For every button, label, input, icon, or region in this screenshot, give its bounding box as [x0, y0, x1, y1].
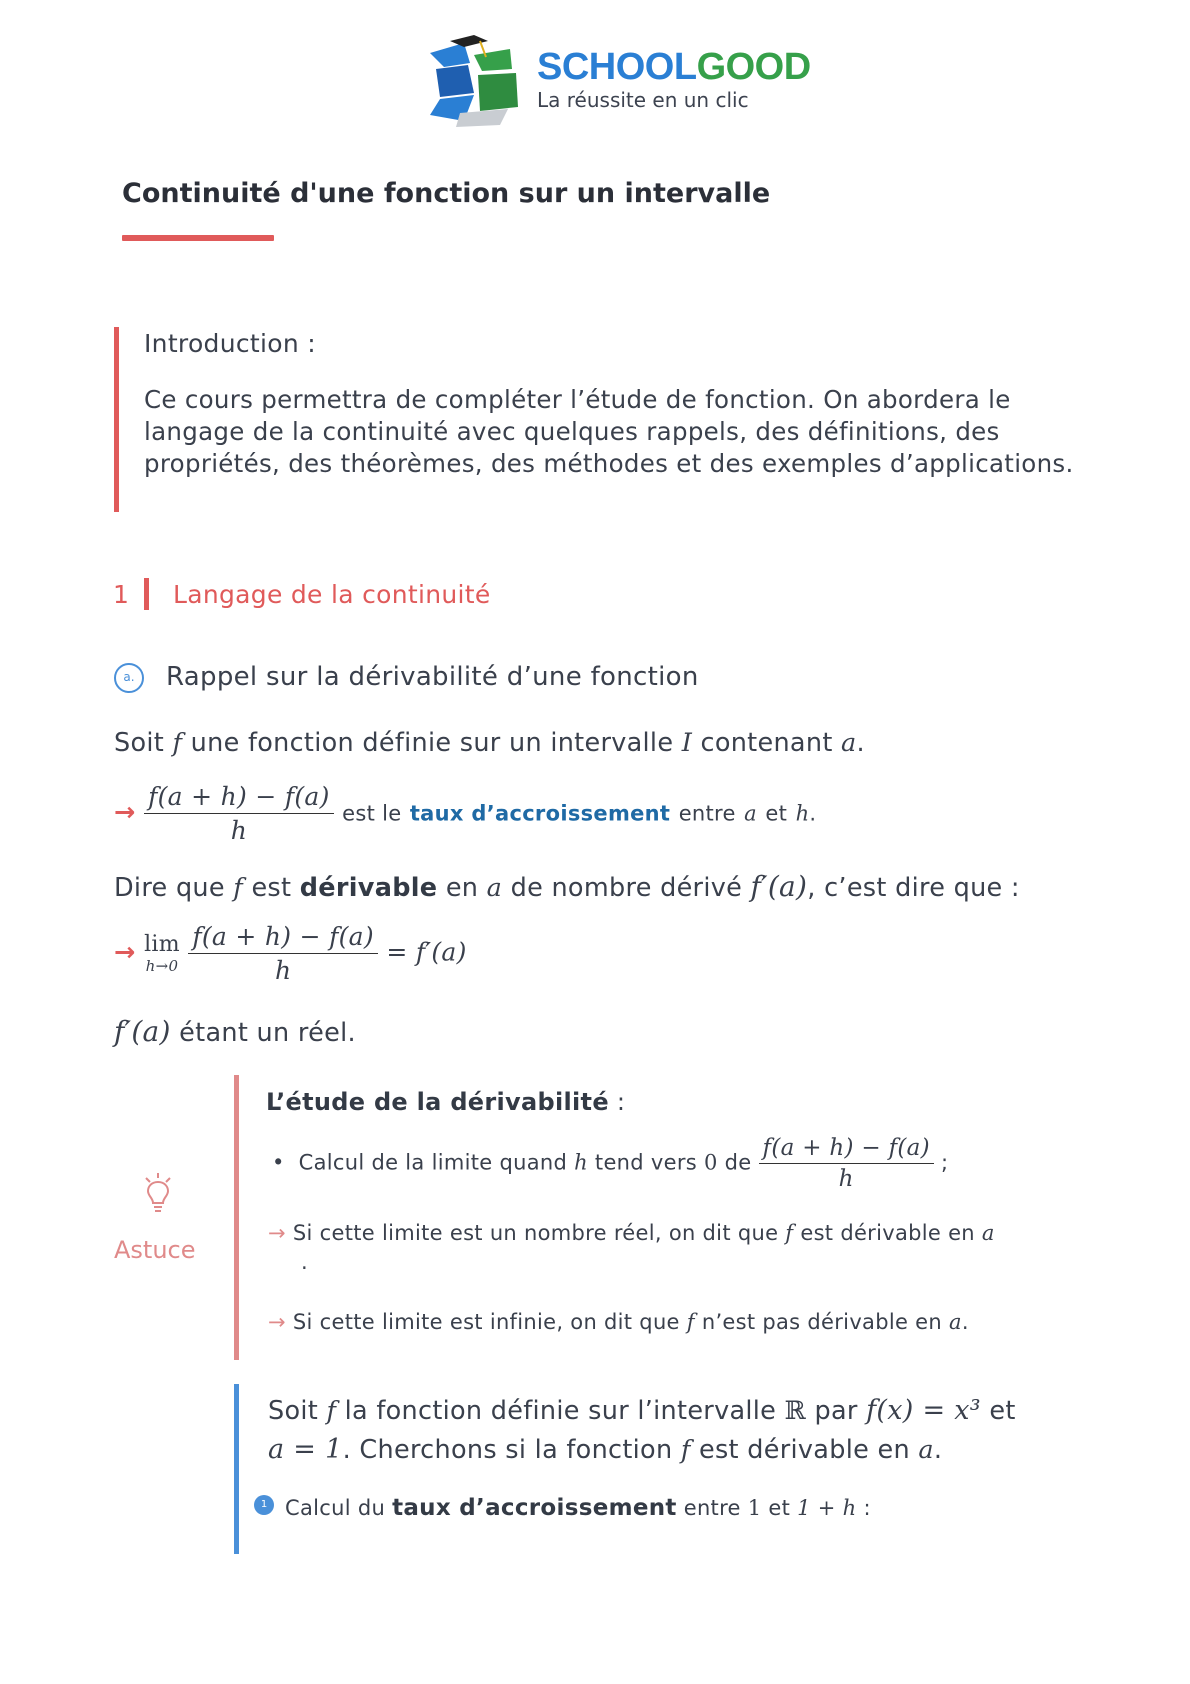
intro-label: Introduction : — [144, 329, 316, 358]
fraction: $\frac{f(a + h) - f(a)}{h}$ — [144, 782, 334, 845]
arrow-icon: → — [268, 1310, 286, 1334]
fraction: $\frac{f(a + h) - f(a)}{h}$ — [759, 1135, 934, 1192]
astuce-accent-bar — [234, 1075, 239, 1360]
intro-accent-bar — [114, 327, 119, 512]
intro-text: Ce cours permettra de compléter l’étude de fonction. On abordera le langage de la continuité avec quelques rappels, des définitions, des propriétés, des théorèmes, des méthodes et des exemples d’applications. — [144, 385, 1074, 478]
example-accent-bar — [234, 1384, 239, 1554]
taux-line: → $\frac{f(a + h) - f(a)}{h}$ est le taux d’accroissement entre a et h. — [114, 782, 817, 845]
paragraph-definition: Soit f une fonction définie sur un intervalle I contenant a. — [114, 728, 865, 758]
example-step-1: Calcul du taux d’accroissement entre 1 et 1 + h : — [285, 1495, 871, 1521]
paragraph-real: f′(a) étant un réel. — [114, 1015, 356, 1048]
astuce-bullet: • Calcul de la limite quand h tend vers 0 de $\frac{f(a + h) - f(a)}{h}$ ; — [272, 1135, 949, 1192]
example-line-1: Soit f la fonction définie sur l’intervalle ℝ par f(x) = x³ et — [268, 1395, 1016, 1426]
subsection-marker: a. — [114, 663, 144, 693]
arrow-icon: → — [268, 1221, 286, 1245]
arrow-icon: → — [114, 797, 136, 828]
page-title: Continuité d'une fonction sur un intervalle — [122, 178, 771, 209]
arrow-icon: → — [114, 937, 136, 968]
title-underline — [122, 235, 274, 241]
step-number-badge: 1 — [254, 1495, 274, 1515]
section-number: 1 — [113, 580, 129, 609]
paragraph-derivable: Dire que f est dérivable en a de nombre dérivé f′(a), c’est dire que : — [114, 870, 1020, 903]
fraction: $\frac{f(a + h) - f(a)}{h}$ — [188, 922, 378, 985]
astuce-item-real: → Si cette limite est un nombre réel, on dit que f est dérivable en a — [268, 1221, 995, 1245]
section-accent-bar — [144, 578, 149, 610]
astuce-label: Astuce — [114, 1236, 196, 1264]
section-title: Langage de la continuité — [173, 580, 491, 609]
brand-name: SCHOOLGOOD — [537, 46, 811, 88]
subsection-title: Rappel sur la dérivabilité d’une fonction — [166, 662, 699, 692]
astuce-item-infinite: → Si cette limite est infinie, on dit que f n’est pas dérivable en a. — [268, 1310, 969, 1334]
limit-formula: → lim h→0 $\frac{f(a + h) - f(a)}{h}$ = f′(a) — [114, 922, 467, 985]
astuce-heading: L’étude de la dérivabilité : — [266, 1088, 626, 1116]
example-line-2: a = 1. Cherchons si la fonction f est dérivable en a. — [268, 1434, 943, 1465]
lightbulb-icon — [143, 1172, 173, 1214]
astuce-item-real-end: . — [301, 1250, 308, 1274]
brand-tagline: La réussite en un clic — [537, 88, 749, 112]
